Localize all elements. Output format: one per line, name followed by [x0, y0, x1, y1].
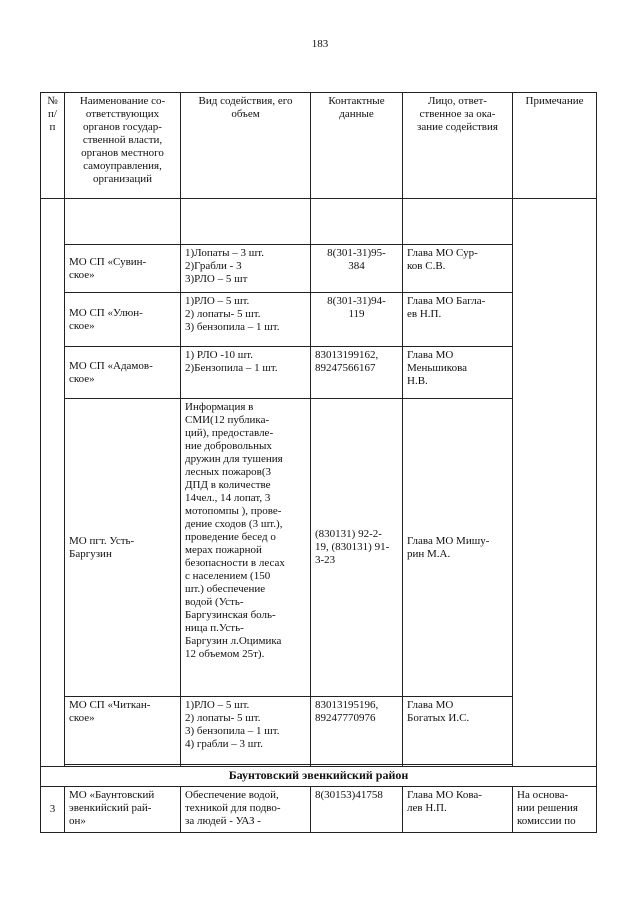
header-type: Вид содействия, его объем	[181, 93, 311, 199]
header-note: Примечание	[513, 93, 597, 199]
table-row	[41, 787, 597, 833]
section-title: Баунтовский эвенкийский район	[41, 767, 597, 787]
type-cell: Обеспечение водой, техникой для подво- за людей - УАЗ -	[181, 787, 311, 833]
contact-cell	[311, 199, 403, 245]
org-cell: МО СП «Улюн- ское»	[65, 293, 181, 347]
person-cell: Глава МО Мишу- рин М.А.	[403, 399, 513, 697]
contact-cell: 83013195196, 89247770976	[311, 697, 403, 765]
org-cell	[65, 199, 181, 245]
person-cell: Глава МО Кова- лев Н.П.	[403, 787, 513, 833]
num-cell-merged	[41, 199, 65, 767]
page-number: 183	[311, 38, 329, 50]
type-cell: 1)Лопаты – 3 шт. 2)Грабли - 3 3)РЛО – 5 шт	[181, 245, 311, 293]
note-cell: На основа- нии решения комиссии по	[513, 787, 597, 833]
org-cell: МО пгт. Усть- Баргузин	[65, 399, 181, 697]
table-header-row	[41, 93, 597, 199]
type-cell: Информация в СМИ(12 публика- ций), предоставле- ние добровольных дружин для тушения лесных пожаров(3 ДПД в количестве 14чел., 14 лопат, 3 мотопомпы ), прове- дение сходов (3 шт.), проведение бесед о мерах пожарной безопасности в лесах с населением (150 шт.) обеспечение водой (Усть- Баргузинская боль- ница п.Усть- Баргузин л.Оцимика 12 объемом 25т).	[181, 399, 311, 697]
contact-cell: 83013199162, 89247566167	[311, 347, 403, 399]
header-contact: Контактные данные	[311, 93, 403, 199]
person-cell: Глава МО Сур- ков С.В.	[403, 245, 513, 293]
person-cell: Глава МО Меньшикова Н.В.	[403, 347, 513, 399]
header-org: Наименование со- ответствующих органов государ- ственной власти, органов местного самоуправления, организаций	[65, 93, 181, 199]
section-row	[41, 767, 597, 787]
assistance-table	[40, 92, 597, 833]
type-cell: 1)РЛО – 5 шт. 2) лопаты- 5 шт. 3) бензопила – 1 шт. 4) грабли – 3 шт.	[181, 697, 311, 765]
note-cell-merged	[513, 199, 597, 767]
type-cell	[181, 199, 311, 245]
table-row-empty	[41, 199, 597, 245]
header-num: № п/ п	[41, 93, 65, 199]
person-cell	[403, 199, 513, 245]
type-cell: 1)РЛО – 5 шт. 2) лопаты- 5 шт. 3) бензопила – 1 шт.	[181, 293, 311, 347]
header-person: Лицо, ответ- ственное за ока- зание содействия	[403, 93, 513, 199]
contact-cell: 8(301-31)95- 384	[311, 245, 403, 293]
contact-cell: 8(301-31)94- 119	[311, 293, 403, 347]
contact-cell: 8(30153)41758	[311, 787, 403, 833]
org-cell: МО СП «Сувин- ское»	[65, 245, 181, 293]
contact-cell: (830131) 92-2- 19, (830131) 91- 3-23	[311, 399, 403, 697]
org-cell: МО СП «Читкан- ское»	[65, 697, 181, 765]
org-cell: МО «Баунтовский эвенкийский рай- он»	[65, 787, 181, 833]
org-cell: МО СП «Адамов- ское»	[65, 347, 181, 399]
person-cell: Глава МО Богатых И.С.	[403, 697, 513, 765]
num-cell: 3	[41, 787, 65, 833]
person-cell: Глава МО Багла- ев Н.П.	[403, 293, 513, 347]
type-cell: 1) РЛО -10 шт. 2)Бензопила – 1 шт.	[181, 347, 311, 399]
